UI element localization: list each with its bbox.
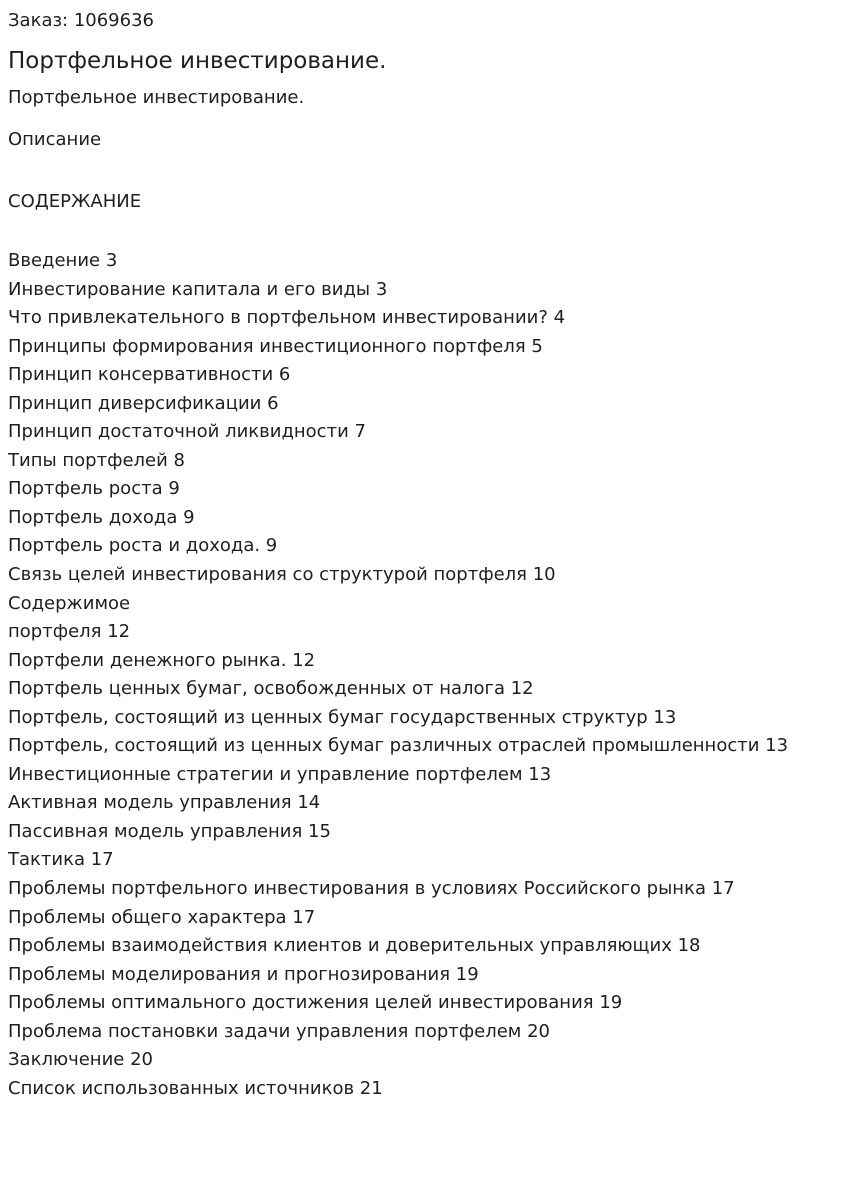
toc-item: Проблемы общего характера 17 <box>8 906 316 928</box>
toc-item: Портфель роста 9 <box>8 478 180 500</box>
toc-item: Список использованных источников 21 <box>8 1077 383 1099</box>
toc-item: Пассивная модель управления 15 <box>8 820 331 842</box>
toc-item: Проблема постановки задачи управления портфелем 20 <box>8 1020 551 1042</box>
toc-item: Активная модель управления 14 <box>8 792 321 814</box>
table-of-contents <box>8 247 839 1103</box>
toc-item: Портфель ценных бумаг, освобожденных от налога 12 <box>8 678 534 700</box>
toc-item: Портфели денежного рынка. 12 <box>8 649 316 671</box>
contents-heading: СОДЕРЖАНИЕ <box>8 191 142 212</box>
toc-item: Инвестиционные стратегии и управление портфелем 13 <box>8 763 552 785</box>
page-subtitle: Портфельное инвестирование. <box>8 87 305 108</box>
toc-item: Проблемы взаимодействия клиентов и доверительных управляющих 18 <box>8 935 701 957</box>
toc-item: Что привлекательного в портфельном инвестировании? 4 <box>8 307 566 329</box>
toc-item: Инвестирование капитала и его виды 3 <box>8 278 388 300</box>
toc-item: Портфель, состоящий из ценных бумаг государственных структур 13 <box>8 706 677 728</box>
toc-item: Принцип консервативности 6 <box>8 364 291 386</box>
toc-item: Принцип достаточной ликвидности 7 <box>8 421 366 443</box>
page-title: Портфельное инвестирование. <box>8 48 387 74</box>
toc-item: Содержимое <box>8 592 131 614</box>
toc-item: Портфель, состоящий из ценных бумаг различных отраслей промышленности 13 <box>8 735 789 757</box>
toc-item: Введение 3 <box>8 250 118 271</box>
toc-item: Проблемы моделирования и прогнозирования 19 <box>8 963 479 985</box>
toc-item: Тактика 17 <box>8 849 114 871</box>
toc-item: портфеля 12 <box>8 621 131 643</box>
toc-item: Принцип диверсификации 6 <box>8 392 279 414</box>
toc-item: Заключение 20 <box>8 1049 153 1071</box>
toc-item: Связь целей инвестирования со структурой портфеля 10 <box>8 564 556 586</box>
toc-item: Портфель дохода 9 <box>8 506 195 528</box>
toc-item: Принципы формирования инвестиционного портфеля 5 <box>8 335 543 357</box>
description-label: Описание <box>8 129 102 150</box>
order-number: Заказ: 1069636 <box>8 10 154 31</box>
toc-item: Проблемы портфельного инвестирования в условиях Российского рынка 17 <box>8 878 735 900</box>
toc-item: Типы портфелей 8 <box>8 449 186 471</box>
toc-item: Портфель роста и дохода. 9 <box>8 535 278 557</box>
toc-item: Проблемы оптимального достижения целей инвестирования 19 <box>8 992 623 1014</box>
